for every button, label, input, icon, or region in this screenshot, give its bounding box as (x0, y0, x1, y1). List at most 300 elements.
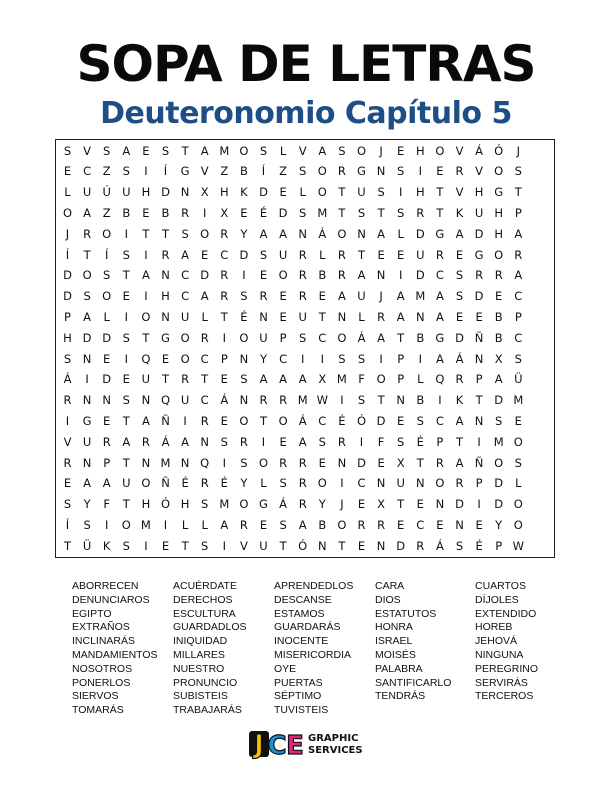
grid-letter: U (416, 247, 425, 262)
grid-letter: M (317, 205, 328, 220)
grid-letter: N (180, 185, 190, 200)
grid-letter: R (181, 205, 190, 220)
grid-letter: V (239, 538, 248, 553)
grid-letter: C (435, 268, 444, 283)
grid-letter: X (200, 185, 209, 200)
grid-letter: D (396, 538, 406, 553)
grid-letter: I (418, 164, 422, 179)
grid-letter: R (298, 247, 307, 262)
grid-letter: I (379, 351, 383, 366)
grid-letter: T (181, 143, 189, 158)
grid-letter: I (124, 309, 128, 324)
grid-letter: S (122, 247, 130, 262)
grid-letter: P (279, 330, 287, 345)
grid-letter: R (63, 455, 72, 470)
grid-letter: A (102, 476, 111, 491)
grid-letter: U (278, 247, 288, 262)
grid-letter: A (83, 205, 92, 220)
grid-letter: C (200, 351, 209, 366)
logo-text-services: SERVICES (308, 745, 363, 756)
grid-letter: E (377, 247, 385, 262)
grid-letter: B (416, 393, 425, 408)
grid-letter: M (140, 517, 151, 532)
grid-letter: S (103, 268, 111, 283)
grid-letter: A (455, 226, 464, 241)
grid-letter: O (513, 434, 523, 449)
grid-letter: S (122, 330, 130, 345)
grid-letter: S (514, 351, 522, 366)
grid-letter: N (180, 455, 190, 470)
grid-letter: N (298, 226, 307, 241)
grid-row (56, 328, 556, 348)
grid-letter: R (298, 268, 307, 283)
grid-letter: B (318, 268, 327, 283)
grid-letter: O (494, 164, 504, 179)
grid-letter: T (318, 309, 326, 324)
grid-letter: Y (318, 497, 326, 512)
grid-letter: E (514, 413, 522, 428)
grid-letter: R (298, 476, 307, 491)
grid-letter: K (455, 393, 464, 408)
grid-letter: O (513, 497, 523, 512)
grid-letter: N (82, 393, 92, 408)
grid-letter: M (513, 393, 524, 408)
grid-letter: I (418, 351, 422, 366)
grid-letter: A (435, 309, 444, 324)
grid-letter: N (317, 538, 327, 553)
grid-letter: I (144, 247, 148, 262)
grid-letter: R (279, 455, 288, 470)
grid-letter: R (514, 247, 523, 262)
grid-letter: B (416, 330, 425, 345)
word-item: DENUNCIAROS (72, 593, 150, 606)
grid-letter: T (338, 538, 346, 553)
grid-letter: Q (141, 351, 151, 366)
grid-letter: L (279, 143, 287, 158)
grid-letter: L (64, 185, 71, 200)
grid-letter: L (319, 247, 326, 262)
word-item: NINGUNA (475, 648, 524, 661)
grid-letter: O (376, 372, 386, 387)
grid-letter: O (141, 309, 151, 324)
grid-letter: A (259, 226, 268, 241)
letter-grid (55, 139, 555, 558)
grid-letter: Ñ (161, 476, 170, 491)
grid-letter: D (102, 330, 112, 345)
grid-letter: R (200, 476, 209, 491)
grid-letter: U (180, 393, 190, 408)
grid-letter: N (161, 309, 170, 324)
grid-letter: D (82, 330, 92, 345)
grid-letter: Ó (356, 413, 367, 428)
grid-letter: E (161, 538, 170, 553)
grid-letter: L (260, 476, 267, 491)
grid-letter: P (495, 538, 503, 553)
grid-letter: R (416, 538, 425, 553)
grid-letter: E (259, 517, 268, 532)
grid-letter: N (474, 351, 484, 366)
grid-letter: A (514, 268, 523, 283)
grid-letter: O (62, 205, 73, 220)
grid-letter: S (397, 164, 405, 179)
word-column (274, 580, 374, 718)
grid-letter: L (358, 309, 365, 324)
grid-letter: T (161, 226, 170, 241)
grid-letter: Q (160, 393, 171, 408)
grid-letter: Ó (160, 497, 171, 512)
word-item: EGIPTO (72, 607, 112, 620)
grid-letter: O (180, 351, 190, 366)
grid-letter: Ó (494, 143, 504, 158)
grid-letter: S (83, 517, 91, 532)
grid-letter: T (181, 538, 189, 553)
word-item: GUARDADLOS (173, 621, 247, 634)
grid-letter: N (141, 393, 151, 408)
word-item: SÉPTIMO (274, 690, 322, 703)
grid-letter: O (494, 455, 504, 470)
logo-letter-j: J (254, 730, 264, 760)
grid-letter: G (474, 247, 484, 262)
grid-letter: S (455, 268, 464, 283)
grid-letter: K (240, 185, 248, 200)
grid-letter: E (455, 247, 464, 262)
grid-letter: O (337, 330, 347, 345)
grid-row (56, 245, 556, 265)
grid-letter: C (220, 247, 229, 262)
grid-letter: S (240, 372, 248, 387)
grid-letter: H (219, 185, 229, 200)
grid-letter: U (474, 205, 484, 220)
grid-row (56, 536, 556, 556)
grid-letter: Á (279, 497, 288, 512)
grid-letter: N (396, 393, 405, 408)
grid-letter: T (122, 497, 130, 512)
grid-letter: O (258, 455, 269, 470)
grid-letter: E (397, 413, 405, 428)
grid-letter: P (397, 372, 405, 387)
grid-letter: Í (104, 247, 109, 262)
grid-letter: D (376, 413, 386, 428)
grid-letter: W (316, 393, 328, 408)
grid-letter: S (455, 289, 464, 304)
grid-letter: O (337, 517, 347, 532)
grid-letter: S (514, 164, 522, 179)
grid-letter: A (181, 434, 190, 449)
grid-letter: E (357, 538, 366, 553)
grid-letter: N (415, 309, 425, 324)
grid-letter: I (124, 226, 128, 241)
grid-letter: H (494, 205, 504, 220)
grid-letter: L (103, 309, 110, 324)
grid-letter: D (259, 185, 268, 200)
grid-letter: M (336, 372, 347, 387)
grid-letter: O (435, 143, 445, 158)
grid-letter: O (121, 517, 131, 532)
grid-letter: O (513, 517, 523, 532)
grid-letter: C (181, 268, 190, 283)
grid-letter: B (494, 330, 503, 345)
grid-letter: A (259, 372, 268, 387)
grid-letter: A (279, 372, 288, 387)
grid-letter: D (415, 226, 425, 241)
grid-letter: S (279, 517, 287, 532)
grid-letter: D (357, 455, 366, 470)
grid-letter: I (320, 351, 324, 366)
grid-letter: N (82, 351, 92, 366)
grid-letter: A (141, 268, 150, 283)
grid-letter: H (141, 185, 151, 200)
grid-letter: A (357, 268, 366, 283)
word-item: ESTATUTOS (375, 607, 437, 620)
grid-letter: S (377, 185, 385, 200)
grid-letter: N (239, 393, 249, 408)
grid-letter: L (201, 309, 208, 324)
grid-letter: E (436, 517, 444, 532)
grid-letter: R (200, 413, 209, 428)
grid-letter: U (259, 330, 268, 345)
grid-letter: I (163, 517, 168, 532)
grid-letter: D (102, 372, 112, 387)
grid-letter: S (259, 247, 268, 262)
grid-letter: T (220, 309, 228, 324)
grid-letter: D (278, 205, 288, 220)
grid-letter: F (358, 372, 365, 387)
grid-letter: A (298, 434, 307, 449)
grid-letter: I (144, 538, 148, 553)
grid-letter: I (202, 205, 207, 220)
grid-letter: O (317, 164, 327, 179)
grid-letter: I (222, 330, 226, 345)
grid-letter: R (337, 247, 346, 262)
logo-letter-c: C (267, 731, 287, 760)
word-item: DÍJOLES (475, 593, 519, 606)
grid-letter: Y (495, 517, 503, 532)
word-item: CARA (375, 580, 405, 592)
grid-row (56, 411, 556, 431)
grid-letter: N (357, 226, 366, 241)
grid-letter: E (318, 455, 326, 470)
grid-letter: I (144, 164, 148, 179)
grid-letter: Á (220, 393, 229, 408)
grid-letter: E (475, 517, 483, 532)
grid-letter: É (416, 434, 424, 449)
grid-letter: R (239, 517, 248, 532)
grid-letter: I (124, 351, 128, 366)
grid-letter: H (474, 185, 484, 200)
grid-letter: S (259, 143, 268, 158)
grid-letter: S (514, 455, 522, 470)
grid-row (56, 453, 556, 473)
grid-letter: P (436, 434, 444, 449)
grid-letter: N (435, 497, 445, 512)
grid-letter: T (63, 538, 72, 553)
grid-letter: R (494, 268, 503, 283)
grid-letter: S (357, 393, 366, 408)
grid-letter: R (298, 497, 307, 512)
word-item: TERCEROS (475, 690, 534, 703)
grid-letter: P (220, 351, 228, 366)
grid-letter: E (63, 476, 72, 491)
grid-row (56, 473, 556, 493)
grid-letter: C (83, 164, 92, 179)
grid-letter: E (357, 497, 366, 512)
grid-letter: R (455, 476, 464, 491)
grid-letter: R (239, 434, 248, 449)
grid-letter: R (377, 309, 386, 324)
grid-letter: R (161, 247, 170, 262)
grid-letter: I (183, 413, 187, 428)
grid-letter: O (494, 247, 504, 262)
grid-letter: N (200, 434, 209, 449)
grid-letter: S (318, 434, 326, 449)
word-item: EXTRAÑOS (72, 621, 130, 634)
word-item: ISRAEL (375, 635, 413, 648)
grid-letter: V (455, 185, 464, 200)
grid-letter: S (103, 143, 111, 158)
grid-letter: X (377, 497, 386, 512)
grid-letter: A (122, 143, 131, 158)
grid-letter: S (495, 413, 503, 428)
grid-letter: R (435, 455, 444, 470)
grid-letter: U (82, 185, 92, 200)
grid-letter: T (455, 434, 464, 449)
grid-letter: G (180, 164, 190, 179)
jce-graphic-services-logo (248, 726, 364, 760)
grid-letter: U (396, 476, 405, 491)
grid-letter: S (63, 143, 72, 158)
grid-letter: E (279, 309, 287, 324)
grid-letter: F (103, 497, 110, 512)
word-item: MANDAMIENTOS (72, 648, 158, 661)
grid-letter: U (122, 476, 131, 491)
word-item: TOMARÁS (72, 704, 124, 717)
word-item: NUESTRO (173, 662, 225, 675)
grid-letter: I (438, 393, 442, 408)
grid-letter: U (122, 185, 131, 200)
grid-letter: R (337, 434, 346, 449)
grid-letter: D (455, 497, 464, 512)
grid-letter: N (239, 351, 249, 366)
grid-letter: T (514, 185, 522, 200)
grid-letter: Q (435, 372, 445, 387)
grid-letter: O (337, 226, 347, 241)
grid-letter: G (82, 413, 92, 428)
grid-letter: K (102, 538, 111, 553)
grid-letter: G (494, 185, 504, 200)
grid-letter: I (144, 289, 148, 304)
word-item: HOREB (475, 621, 513, 634)
grid-letter: S (299, 164, 307, 179)
grid-letter: X (396, 455, 405, 470)
grid-letter: É (240, 309, 248, 324)
grid-letter: N (337, 309, 347, 324)
grid-letter: R (102, 434, 111, 449)
grid-letter: V (63, 434, 72, 449)
grid-letter: H (63, 330, 72, 345)
grid-letter: Á (435, 538, 444, 553)
grid-letter: G (161, 330, 170, 345)
grid-letter: Y (240, 476, 248, 491)
grid-letter: I (398, 185, 403, 200)
grid-letter: U (180, 309, 190, 324)
grid-letter: S (181, 226, 189, 241)
grid-letter: V (298, 143, 307, 158)
word-item: APRENDEDLOS (274, 580, 354, 592)
grid-letter: T (201, 372, 209, 387)
grid-letter: A (435, 289, 444, 304)
grid-letter: E (416, 497, 424, 512)
word-item: DERECHOS (173, 593, 233, 606)
word-item: ACUÉRDATE (173, 580, 237, 592)
word-item: TENDRÁS (375, 690, 426, 703)
word-item: PALABRA (375, 662, 423, 675)
grid-letter: Í (65, 517, 70, 532)
grid-letter: U (82, 434, 92, 449)
grid-letter: Z (102, 164, 111, 179)
grid-letter: T (122, 268, 130, 283)
grid-letter: R (377, 517, 386, 532)
grid-letter: S (220, 434, 228, 449)
grid-letter: É (220, 476, 228, 491)
grid-letter: A (455, 413, 464, 428)
grid-letter: J (340, 497, 344, 512)
grid-letter: S (122, 164, 130, 179)
grid-letter: A (396, 309, 405, 324)
grid-letter: A (83, 476, 92, 491)
word-item: PUERTAS (274, 676, 323, 689)
grid-letter: X (494, 351, 503, 366)
grid-letter: E (397, 143, 405, 158)
grid-letter: N (376, 164, 386, 179)
grid-letter: Y (83, 497, 91, 512)
grid-row (56, 286, 556, 306)
grid-letter: T (142, 330, 150, 345)
grid-letter: T (142, 226, 150, 241)
grid-letter: R (259, 289, 268, 304)
grid-letter: Í (163, 164, 168, 179)
grid-letter: E (220, 372, 228, 387)
grid-letter: I (222, 538, 226, 553)
grid-letter: P (475, 476, 483, 491)
grid-row (56, 224, 556, 244)
grid-letter: S (240, 289, 248, 304)
grid-letter: A (200, 289, 209, 304)
grid-letter: Á (161, 434, 170, 449)
grid-letter: I (398, 268, 403, 283)
grid-letter: O (435, 476, 445, 491)
grid-row (56, 515, 556, 535)
word-column (173, 580, 273, 718)
grid-letter: É (259, 205, 268, 220)
grid-letter: D (455, 330, 464, 345)
grid-letter: M (493, 434, 504, 449)
word-column (375, 580, 475, 704)
grid-letter: I (65, 413, 70, 428)
grid-letter: Ñ (474, 330, 484, 345)
word-item: OYE (274, 662, 297, 675)
grid-letter: E (63, 164, 72, 179)
word-item: ESCULTURA (173, 607, 236, 620)
grid-letter: T (161, 372, 170, 387)
grid-letter: H (180, 497, 190, 512)
grid-letter: R (259, 393, 268, 408)
grid-letter: R (279, 393, 288, 408)
word-item: PRONUNCIO (173, 676, 238, 689)
grid-letter: F (377, 434, 385, 449)
grid-letter: A (455, 455, 464, 470)
grid-letter: T (397, 330, 405, 345)
grid-letter: E (220, 413, 228, 428)
